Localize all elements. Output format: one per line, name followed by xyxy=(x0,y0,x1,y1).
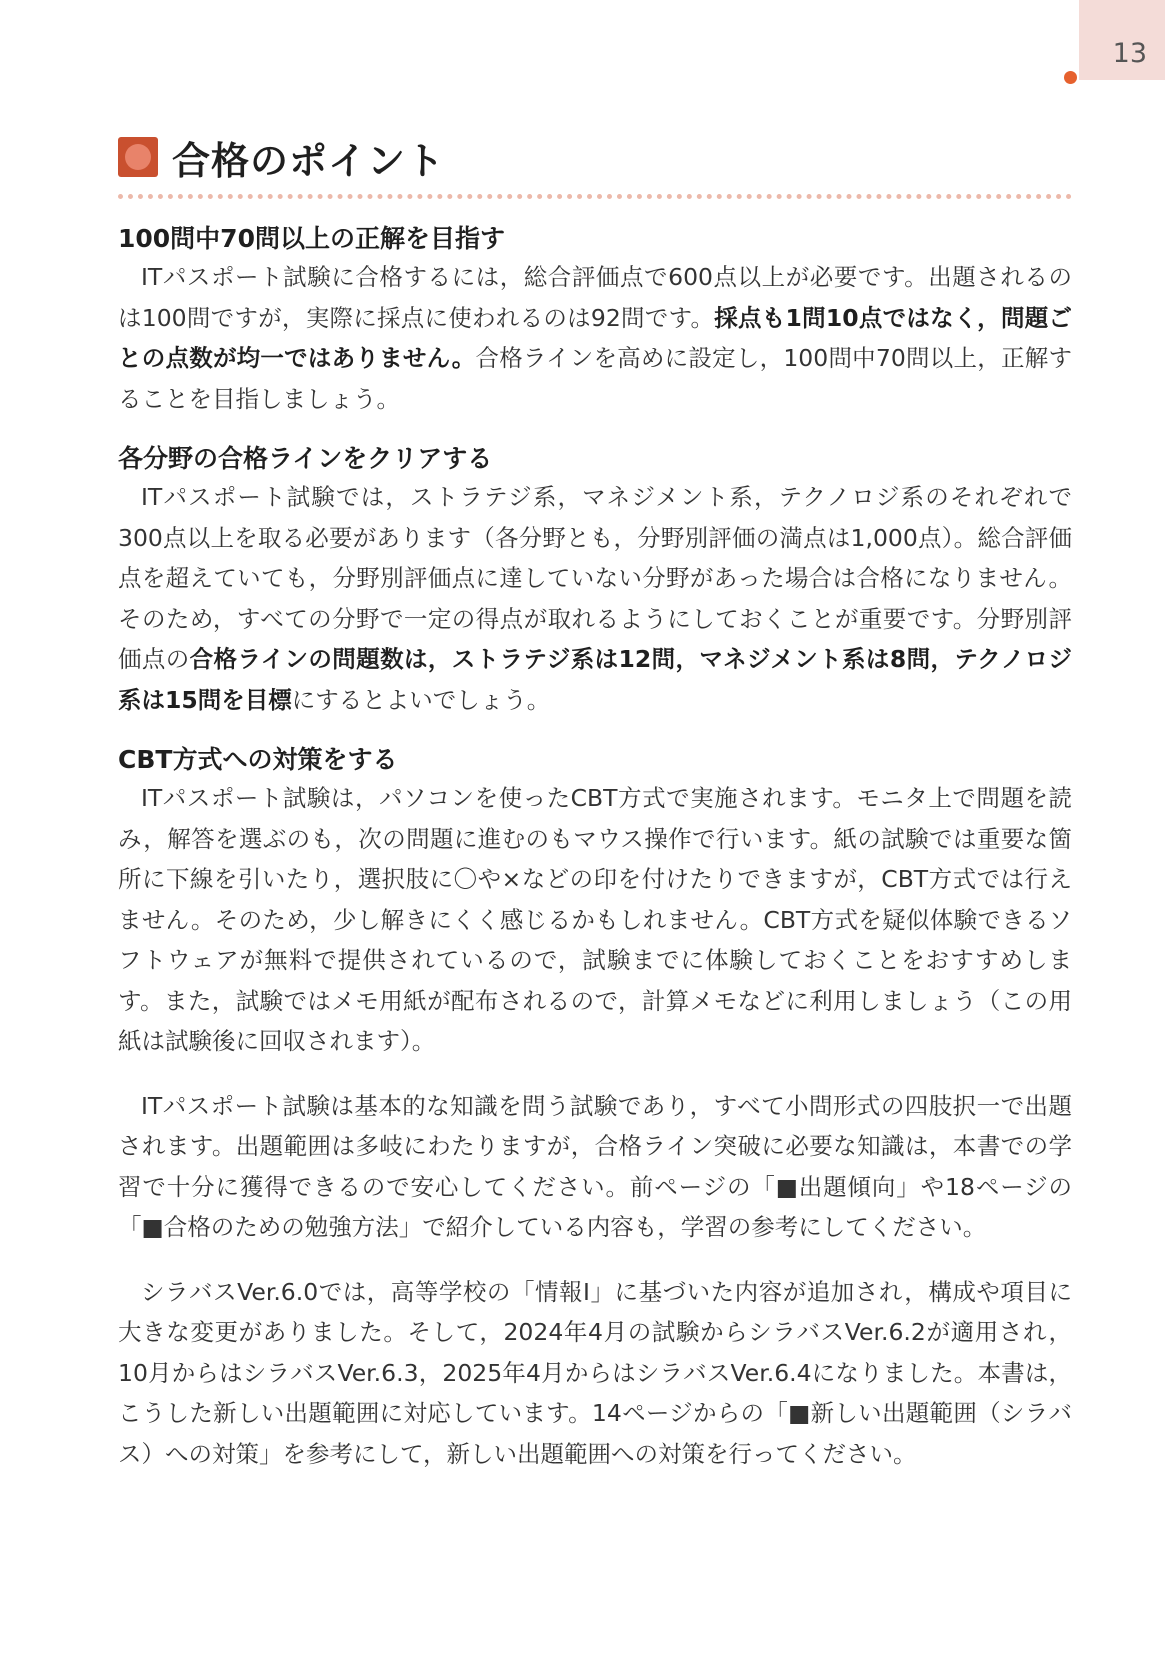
section-body: ITパスポート試験は，パソコンを使ったCBT方式で実施されます。モニタ上で問題を読み，解答を選ぶのも，次の問題に進むのもマウス操作で行います。紙の試験では重要な箇所に下線を引いたり，選択肢に〇や×などの印を付けたりできますが，CBT方式では行えません。そのため，少し解きにくく感じるかもしれません。CBT方式を疑似体験できるソフトウェアが無料で提供されているので，試験までに体験しておくことをおすすめします。また，試験ではメモ用紙が配布されるので，計算メモなどに利用しましょう（この用紙は試験後に回収されます）。 xyxy=(118,784,1072,1055)
section-1 xyxy=(118,221,1072,419)
body-text: 合格ラインを高めに設定し，100問中70問以上，正解することを目指しましょう。 xyxy=(118,344,1072,413)
paragraph: ITパスポート試験は基本的な知識を問う試験であり，すべて小問形式の四肢択一で出題されます。出題範囲は多岐にわたりますが，合格ライン突破に必要な知識は，本書での学習で十分に獲得できるので安心してください。前ページの「■出題傾向」や18ページの「■合格のための勉強方法」で紹介している内容も，学習の参考にしてください。 xyxy=(118,1091,1072,1241)
body-text: ITパスポート試験では，ストラテジ系，マネジメント系，テクノロジ系のそれぞれで300点以上を取る必要があります（各分野とも，分野別評価の満点は1,000点）。総合評価点を超えていても，分野別評価点に達していない分野があった場合は合格になりません。そのため，すべての分野で一定の得点が取れるようにしておくことが重要です。分野別評価点の xyxy=(118,483,1072,673)
body-text: にするとよいでしょう。 xyxy=(291,685,551,714)
section-title: 各分野の合格ラインをクリアする xyxy=(118,444,493,473)
dotted-divider xyxy=(118,194,1072,199)
section-title: CBT方式への対策をする xyxy=(118,745,398,774)
section-title: 100問中70問以上の正解を目指す xyxy=(118,224,505,253)
heading-circle-icon xyxy=(118,137,158,177)
body-text: ITパスポート試験に合格するには，総合評価点で600点以上が必要です。出題されるのは100問ですが，実際に採点に使われるのは92問です。 xyxy=(118,263,1072,332)
section-2 xyxy=(118,441,1072,720)
section-3 xyxy=(118,742,1072,1062)
body-emphasis: 採点も1問10点ではなく，問題ごとの点数が均一ではありません。 xyxy=(118,303,1072,372)
section-body xyxy=(118,257,1072,419)
page-title: 合格のポイント xyxy=(172,138,446,183)
section-body xyxy=(118,477,1072,720)
body-emphasis: 合格ラインの問題数は，ストラテジ系は12問，マネジメント系は8問，テクノロジ系は15問を目標 xyxy=(118,645,1072,714)
page-number: 13 xyxy=(1112,38,1147,69)
section-heading xyxy=(118,130,1072,184)
paragraph: シラバスVer.6.0では，高等学校の「情報Ⅰ」に基づいた内容が追加され，構成や項目に大きな変更がありました。そして，2024年4月の試験からシラバスVer.6.2が適用され，10月からはシラバスVer.6.3，2025年4月からはシラバスVer.6.4になりました。本書は，こうした新しい出題範囲に対応しています。14ページからの「■新しい出題範囲（シラバス）への対策」を参考にして，新しい出題範囲への対策を行ってください。 xyxy=(118,1277,1072,1468)
page-marker-dot xyxy=(1064,71,1077,84)
page-content xyxy=(118,130,1072,1474)
